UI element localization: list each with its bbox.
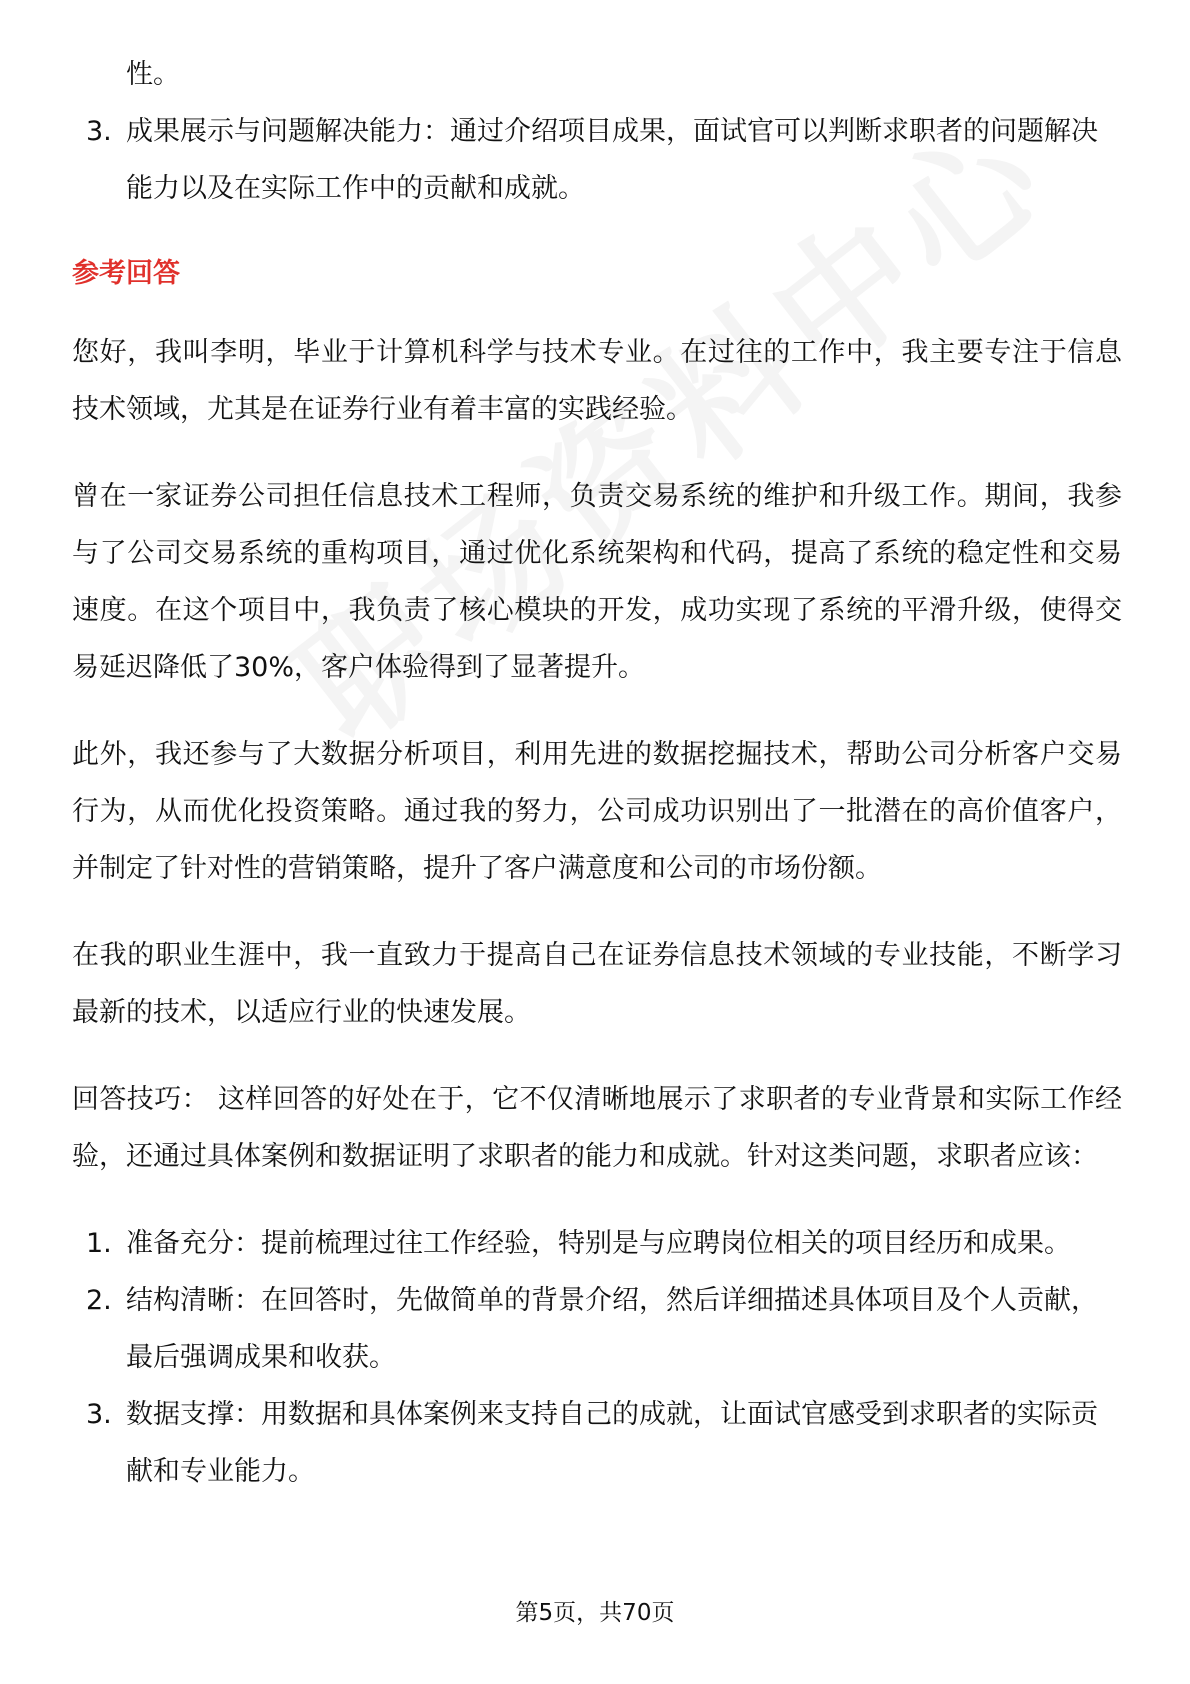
paragraph: 在我的职业生涯中，我一直致力于提高自己在证券信息技术领域的专业技能，不断学习最新的技术，以适应行业的快速发展。 (72, 940, 1122, 1028)
page-footer: 第5页，共70页 (515, 1600, 675, 1626)
paragraph: 回答技巧： 这样回答的好处在于，它不仅清晰地展示了求职者的专业背景和实际工作经验，还通过具体案例和数据证明了求职者的能力和成就。针对这类问题，求职者应该： (72, 1084, 1122, 1172)
tips-list (72, 1215, 1122, 1500)
list-item-text: 成果展示与问题解决能力：通过介绍项目成果，面试官可以判断求职者的问题解决能力以及在实际工作中的贡献和成就。 (126, 116, 1098, 204)
list-item-number: 3. (86, 116, 112, 147)
list-item (72, 103, 1122, 217)
paragraph: 曾在一家证券公司担任信息技术工程师，负责交易系统的维护和升级工作。期间，我参与了公司交易系统的重构项目，通过优化系统架构和代码，提高了系统的稳定性和交易速度。在这个项目中，我负责了核心模块的开发，成功实现了系统的平滑升级，使得交易延迟降低了30%，客户体验得到了显著提升。 (72, 481, 1122, 683)
list-item-text: 数据支撑：用数据和具体案例来支持自己的成就，让面试官感受到求职者的实际贡献和专业能力。 (126, 1399, 1098, 1487)
paragraph: 您好，我叫李明，毕业于计算机科学与技术专业。在过往的工作中，我主要专注于信息技术领域，尤其是在证券行业有着丰富的实践经验。 (72, 337, 1122, 425)
paragraph: 此外，我还参与了大数据分析项目，利用先进的数据挖掘技术，帮助公司分析客户交易行为，从而优化投资策略。通过我的努力，公司成功识别出了一批潜在的高价值客户，并制定了针对性的营销策略，提升了客户满意度和公司的市场份额。 (72, 739, 1122, 884)
list-item (72, 1272, 1122, 1386)
list-item-number: 3. (86, 1399, 112, 1430)
list-item-text: 准备充分：提前梳理过往工作经验，特别是与应聘岗位相关的项目经历和成果。 (126, 1228, 1071, 1259)
intro-list (72, 103, 1122, 217)
list-item-number: 1. (86, 1228, 112, 1259)
list-item (72, 1215, 1122, 1272)
list-item-text: 结构清晰：在回答时，先做简单的背景介绍，然后详细描述具体项目及个人贡献，最后强调成果和收获。 (126, 1285, 1098, 1373)
list-item-continuation: 性。 (126, 59, 180, 90)
section-heading: 参考回答 (72, 258, 180, 289)
list-item (72, 1386, 1122, 1500)
page-content (72, 46, 1122, 1500)
list-item-number: 2. (86, 1285, 112, 1316)
